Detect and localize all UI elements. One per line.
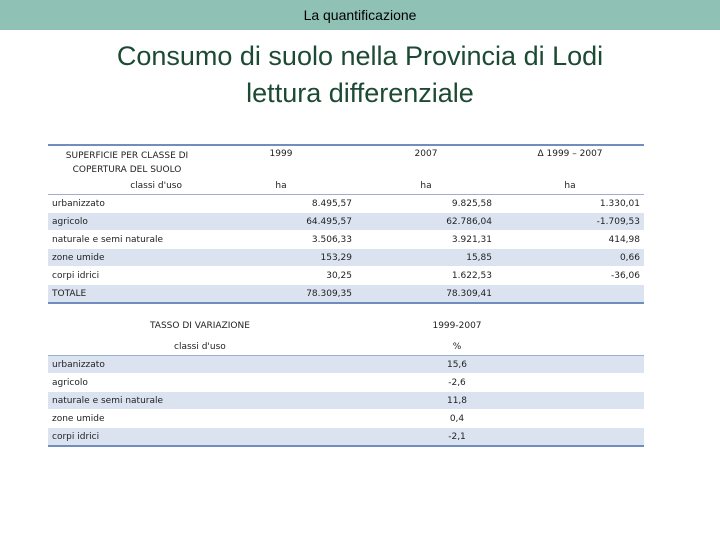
value-2007: 62.786,04 [356, 213, 496, 231]
table-row-total [48, 285, 644, 304]
table1-col-delta: Δ 1999 – 2007 [496, 145, 644, 177]
value-delta: 414,98 [496, 231, 644, 249]
land-cover-table [48, 144, 644, 304]
table-row [48, 392, 644, 410]
table1-unit-1999: ha [206, 177, 356, 195]
table-row [48, 213, 644, 231]
slide-title-line-2: lettura differenziale [246, 78, 474, 108]
value-1999: 78.309,35 [206, 285, 356, 304]
value-2007: 78.309,41 [356, 285, 496, 304]
value-delta [496, 285, 644, 304]
row-label: corpi idrici [48, 428, 356, 447]
row-label: naturale e semi naturale [48, 392, 356, 410]
table1-col-2007: 2007 [356, 145, 496, 177]
row-label: zone umide [48, 410, 356, 428]
row-label: zone umide [48, 249, 206, 267]
value-delta: 1.330,01 [496, 195, 644, 213]
value-1999: 153,29 [206, 249, 356, 267]
value-1999: 3.506,33 [206, 231, 356, 249]
row-label: urbanizzato [48, 356, 356, 374]
row-value: 15,6 [356, 356, 644, 374]
table-row [48, 410, 644, 428]
row-label: TOTALE [48, 285, 206, 304]
row-value: 11,8 [356, 392, 644, 410]
value-2007: 1.622,53 [356, 267, 496, 285]
row-label: agricolo [48, 213, 206, 231]
value-delta: -36,06 [496, 267, 644, 285]
row-label: urbanizzato [48, 195, 206, 213]
table-row [48, 374, 644, 392]
value-1999: 64.495,57 [206, 213, 356, 231]
value-delta: 0,66 [496, 249, 644, 267]
table1-units-label: classi d'uso [48, 177, 206, 195]
table-row [48, 249, 644, 267]
row-label: agricolo [48, 374, 356, 392]
table1-unit-2007: ha [356, 177, 496, 195]
value-1999: 30,25 [206, 267, 356, 285]
table-row [48, 356, 644, 374]
table2-unit: % [356, 338, 644, 356]
row-label: corpi idrici [48, 267, 206, 285]
table1-header-label: SUPERFICIE PER CLASSE DI COPERTURA DEL SUOLO [48, 145, 206, 177]
value-1999: 8.495,57 [206, 195, 356, 213]
table2-col-period: 1999-2007 [432, 321, 482, 331]
value-2007: 3.921,31 [356, 231, 496, 249]
table-row [48, 195, 644, 213]
table1-col-1999: 1999 [206, 145, 356, 177]
table-row [48, 267, 644, 285]
slide-title [0, 38, 720, 112]
row-value: -2,1 [356, 428, 644, 447]
row-value: 0,4 [356, 410, 644, 428]
table2-units-label: classi d'uso [48, 338, 356, 356]
table-row [48, 428, 644, 447]
variation-rate-table [48, 318, 644, 447]
table2-header-label: TASSO DI VARIAZIONE [150, 321, 250, 331]
section-title: La quantificazione [303, 7, 417, 23]
section-header-bar [0, 0, 720, 30]
row-label: naturale e semi naturale [48, 231, 206, 249]
table1-unit-delta: ha [496, 177, 644, 195]
slide-title-line-1: Consumo di suolo nella Provincia di Lodi [116, 41, 604, 71]
value-2007: 15,85 [356, 249, 496, 267]
value-2007: 9.825,58 [356, 195, 496, 213]
table-row [48, 231, 644, 249]
row-value: -2,6 [356, 374, 644, 392]
value-delta: -1.709,53 [496, 213, 644, 231]
